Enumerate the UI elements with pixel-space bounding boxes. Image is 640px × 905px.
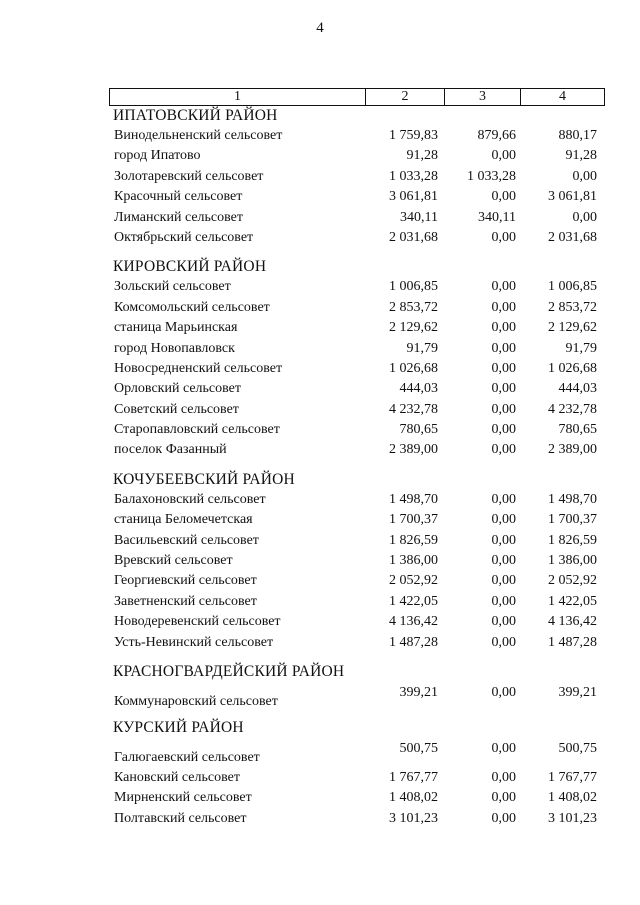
table-row [109,277,605,297]
column-header-2: 2 [366,89,445,105]
row-name: Новосредненский сельсовет [114,360,283,376]
table-row [109,809,605,829]
row-name: город Ипатово [114,148,201,164]
row-value-col4: 1 386,00 [548,553,597,569]
row-value-col4: 3 101,23 [548,810,597,826]
row-name: Георгиевский сельсовет [114,573,257,589]
row-value-col3: 340,11 [478,209,516,225]
row-name: Коммунаровский сельсовет [114,693,278,709]
column-header-1: 1 [110,89,366,105]
row-value-col4: 1 826,59 [548,532,597,548]
district-heading: КУРСКИЙ РАЙОН [113,718,244,736]
row-value-col4: 1 408,02 [548,790,597,806]
row-value-col3: 0,00 [491,769,516,785]
row-value-col4: 500,75 [558,740,597,756]
row-value-col4: 1 700,37 [548,512,597,528]
row-name: Зольский сельсовет [114,279,231,295]
table-row [109,339,605,359]
row-value-col2: 1 767,77 [389,769,438,785]
row-name: Усть-Невинский сельсовет [114,634,274,650]
table-row [109,592,605,612]
row-name: Вревский сельсовет [114,553,233,569]
row-value-col2: 1 422,05 [389,593,438,609]
row-name: Советский сельсовет [114,401,239,417]
row-name: Заветненский сельсовет [114,593,257,609]
table-row [109,379,605,399]
row-value-col4: 91,79 [565,340,597,356]
row-value-col2: 1 026,68 [389,360,438,376]
row-value-col4: 2 031,68 [548,229,597,245]
table-row [109,551,605,571]
row-value-col2: 1 826,59 [389,532,438,548]
column-header-row [109,88,605,106]
row-name: Лиманский сельсовет [114,209,244,225]
table-row [109,359,605,379]
row-value-col3: 0,00 [491,684,516,700]
table-row [109,510,605,530]
row-value-col2: 2 853,72 [389,299,438,315]
row-value-col3: 0,00 [491,740,516,756]
row-value-col3: 0,00 [491,381,516,397]
row-value-col2: 4 136,42 [389,614,438,630]
row-value-col3: 879,66 [477,128,516,143]
row-value-col2: 4 232,78 [389,401,438,417]
row-value-col3: 0,00 [491,340,516,356]
table-row [109,768,605,788]
table-row [109,298,605,318]
section-gap [109,248,605,257]
row-value-col4: 3 061,81 [548,189,597,205]
row-value-col3: 0,00 [491,593,516,609]
row-value-col4: 4 136,42 [548,614,597,630]
row-name: Винодельненский сельсовет [114,128,283,143]
table-row [109,682,605,712]
row-value-col3: 0,00 [491,512,516,528]
row-value-col2: 91,28 [406,148,438,164]
row-value-col4: 1 767,77 [548,769,597,785]
table-row [109,146,605,166]
row-value-col3: 0,00 [491,790,516,806]
district-heading: КОЧУБЕЕВСКИЙ РАЙОН [113,470,295,488]
district-heading: КИРОВСКИЙ РАЙОН [113,258,267,276]
row-value-col4: 780,65 [558,422,597,438]
row-value-col2: 340,11 [400,209,438,225]
row-value-col2: 780,65 [399,422,438,438]
table-row [109,490,605,510]
row-value-col2: 399,21 [399,684,438,700]
table-row [109,612,605,632]
row-value-col3: 0,00 [491,360,516,376]
table-row [109,167,605,187]
row-name: Красочный сельсовет [114,189,243,205]
row-value-col2: 1 487,28 [389,634,438,650]
row-value-col2: 2 052,92 [389,573,438,589]
row-name: Золотаревский сельсовет [114,168,264,184]
row-value-col3: 0,00 [491,614,516,630]
table-row [109,318,605,338]
row-name: Полтавский сельсовет [114,810,247,826]
row-value-col4: 0,00 [572,168,597,184]
row-name: станица Марьинская [114,320,238,336]
table-row [109,571,605,591]
district-heading: ИПАТОВСКИЙ РАЙОН [113,107,278,124]
page-number: 4 [316,20,324,36]
row-value-col3: 0,00 [491,148,516,164]
row-value-col2: 1 408,02 [389,790,438,806]
row-value-col4: 0,00 [572,209,597,225]
row-value-col3: 0,00 [491,189,516,205]
row-value-col4: 91,28 [565,148,597,164]
row-name: Балахоновский сельсовет [114,491,266,507]
row-value-col4: 4 232,78 [548,401,597,417]
row-value-col3: 0,00 [491,442,516,458]
row-value-col2: 1 386,00 [389,553,438,569]
row-name: город Новопавловск [114,340,235,356]
table-row [109,187,605,207]
table-row [109,788,605,808]
row-value-col2: 2 031,68 [389,229,438,245]
row-value-col3: 0,00 [491,299,516,315]
row-name: Мирненский сельсовет [114,790,252,806]
row-value-col3: 0,00 [491,320,516,336]
row-value-col2: 2 129,62 [389,320,438,336]
district-heading: КРАСНОГВАРДЕЙСКИЙ РАЙОН [113,662,345,680]
table-row [109,400,605,420]
row-value-col2: 2 389,00 [389,442,438,458]
table-row [109,420,605,440]
row-value-col4: 2 052,92 [548,573,597,589]
table-body [109,106,605,829]
row-value-col2: 1 006,85 [389,279,438,295]
table-row [109,633,605,653]
row-name: Октябрьский сельсовет [114,229,254,245]
row-value-col2: 91,79 [406,340,438,356]
row-value-col2: 3 101,23 [389,810,438,826]
row-value-col3: 1 033,28 [467,168,516,184]
row-value-col2: 1 700,37 [389,512,438,528]
row-name: Васильевский сельсовет [114,532,259,548]
row-name: Галюгаевский сельсовет [114,749,260,765]
column-header-4: 4 [559,89,566,104]
row-value-col4: 1 498,70 [548,491,597,507]
table-row [109,738,605,768]
row-name: станица Беломечетская [114,512,253,528]
row-name: Комсомольский сельсовет [114,299,270,315]
row-value-col2: 1 498,70 [389,491,438,507]
row-value-col3: 0,00 [491,573,516,589]
table-row [109,208,605,228]
row-value-col3: 0,00 [491,532,516,548]
row-value-col4: 2 389,00 [548,442,597,458]
row-value-col4: 880,17 [558,128,597,143]
row-value-col3: 0,00 [491,279,516,295]
table-row [109,126,605,146]
row-value-col3: 0,00 [491,422,516,438]
section-gap [109,461,605,470]
table-row [109,228,605,248]
row-value-col3: 0,00 [491,229,516,245]
row-value-col2: 444,03 [399,381,438,397]
row-name: Орловский сельсовет [114,381,241,397]
row-value-col4: 2 853,72 [548,299,597,315]
row-value-col2: 1 759,83 [389,128,438,143]
row-name: Новодеревенский сельсовет [114,614,281,630]
row-value-col4: 399,21 [558,684,597,700]
row-value-col3: 0,00 [491,553,516,569]
row-value-col4: 444,03 [558,381,597,397]
row-name: Кановский сельсовет [114,769,240,785]
row-value-col3: 0,00 [491,491,516,507]
row-value-col3: 0,00 [491,634,516,650]
row-value-col3: 0,00 [491,401,516,417]
row-value-col4: 1 487,28 [548,634,597,650]
row-value-col3: 0,00 [491,810,516,826]
row-value-col2: 500,75 [399,740,438,756]
row-value-col4: 1 026,68 [548,360,597,376]
row-value-col2: 1 033,28 [389,168,438,184]
column-header-3: 3 [445,89,521,105]
table-row [109,531,605,551]
row-name: Старопавловский сельсовет [114,422,280,438]
row-value-col2: 3 061,81 [389,189,438,205]
row-value-col4: 1 422,05 [548,593,597,609]
row-name: поселок Фазанный [114,442,227,458]
section-gap [109,653,605,662]
row-value-col4: 1 006,85 [548,279,597,295]
table-row [109,440,605,460]
row-value-col4: 2 129,62 [548,320,597,336]
